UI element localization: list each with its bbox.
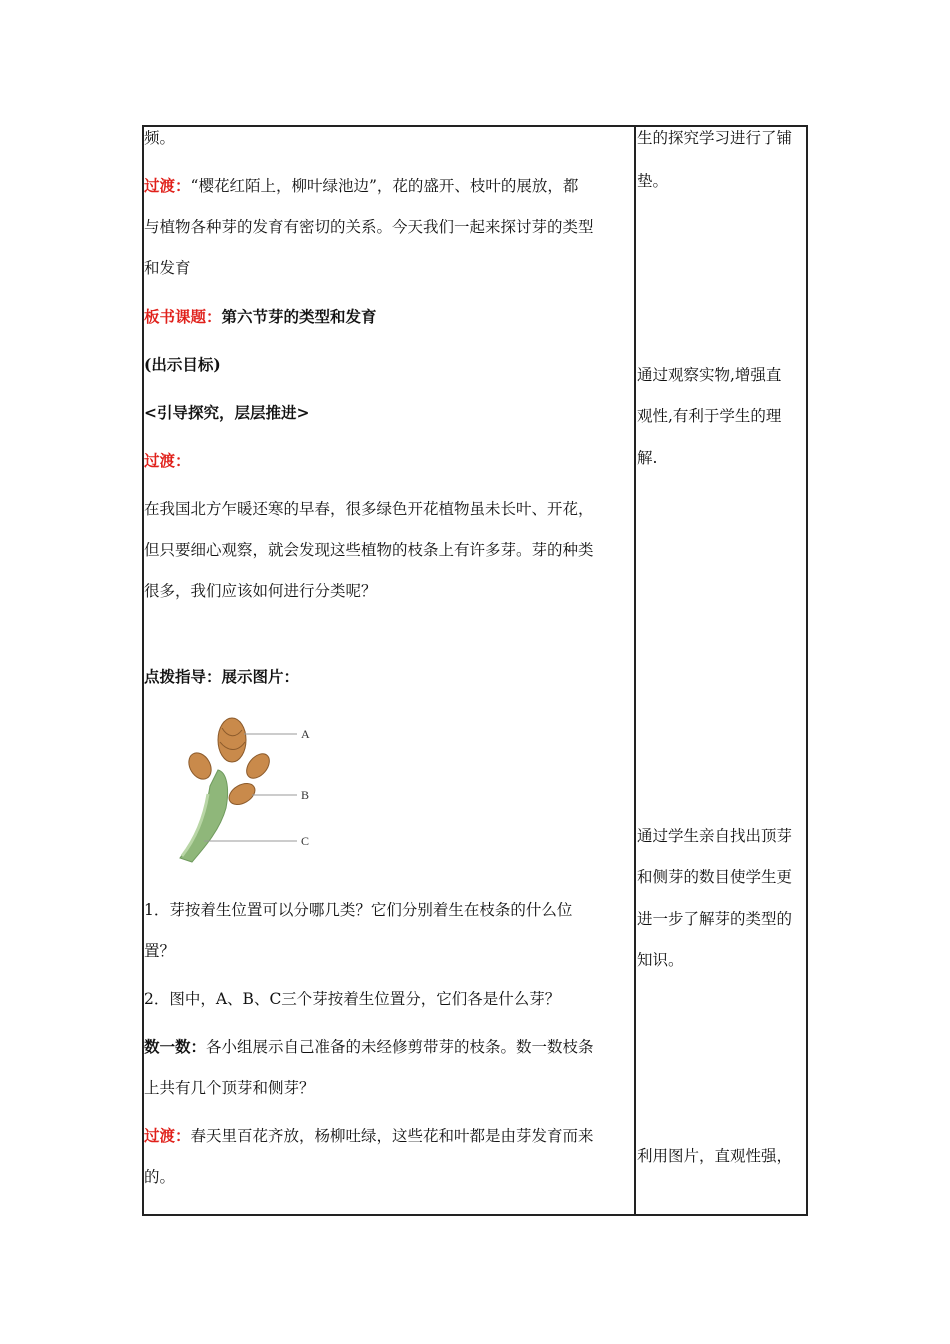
- transition-label: 过渡：: [144, 451, 191, 470]
- count-activity-line-2: 上共有几个顶芽和侧芽？: [144, 1079, 315, 1097]
- transition-text: “樱花红陌上，柳叶绿池边”，花的盛开、枝叶的展放，都: [190, 177, 579, 195]
- right-line-3: 通过观察实物,增强直: [637, 366, 782, 384]
- right-line-1: 生的探究学习进行了铺: [637, 129, 793, 147]
- right-line-7: 和侧芽的数目使学生更: [637, 868, 793, 886]
- bud-branch-figure: [170, 708, 345, 864]
- count-activity: [144, 1037, 594, 1057]
- board-title-label: 板书课题：: [144, 307, 222, 326]
- left-line-9: 在我国北方乍暖还寒的早春，很多绿色开花植物虽未长叶、开花，: [144, 500, 594, 518]
- show-goals: (出示目标): [144, 355, 221, 374]
- left-line-1: 频。: [144, 129, 176, 147]
- left-last-line: 的。: [144, 1168, 176, 1186]
- left-line-10: 但只要细心观察，就会发现这些植物的枝条上有许多芽。芽的种类: [144, 541, 594, 559]
- question-1b: 置？: [144, 942, 176, 960]
- right-line-2: 垫。: [637, 172, 669, 190]
- transition-label: 过渡：: [144, 176, 191, 195]
- right-line-8: 进一步了解芽的类型的: [637, 910, 793, 928]
- transition-paragraph-3: [144, 1126, 594, 1146]
- label-c: C: [301, 834, 310, 848]
- label-a: A: [301, 727, 310, 741]
- right-line-6: 通过学生亲自找出顶芽: [637, 827, 793, 845]
- transition-paragraph-1: [144, 176, 578, 196]
- left-line-11: 很多，我们应该如何进行分类呢？: [144, 582, 377, 600]
- count-text: 各小组展示自己准备的未经修剪带芽的枝条。数一数枝条: [206, 1038, 594, 1056]
- transition-paragraph-2: [144, 451, 191, 471]
- right-line-9: 知识。: [637, 951, 684, 969]
- label-b: B: [301, 788, 310, 802]
- column-divider: [634, 125, 636, 1216]
- question-2: 2．图中，A、B、C三个芽按着生位置分，它们各是什么芽？: [144, 990, 561, 1008]
- board-title: [144, 307, 377, 327]
- left-line-3: 与植物各种芽的发育有密切的关系。今天我们一起来探讨芽的类型: [144, 218, 594, 236]
- guided-inquiry-heading: <引导探究，层层推进>: [144, 403, 310, 422]
- board-title-text: 第六节芽的类型和发育: [221, 307, 377, 326]
- right-line-4: 观性,有利于学生的理: [637, 407, 782, 425]
- guidance-heading: 点拨指导：展示图片：: [144, 667, 300, 686]
- right-line-10: 利用图片，直观性强，: [637, 1147, 793, 1165]
- transition-text: 春天里百花齐放，杨柳吐绿，这些花和叶都是由芽发育而来: [190, 1127, 594, 1145]
- count-label: 数一数：: [144, 1037, 207, 1056]
- question-1a: 1．芽按着生位置可以分哪几类？它们分别着生在枝条的什么位: [144, 901, 573, 919]
- transition-label: 过渡：: [144, 1126, 191, 1145]
- right-line-5: 解.: [637, 449, 658, 467]
- left-line-4: 和发育: [144, 259, 191, 277]
